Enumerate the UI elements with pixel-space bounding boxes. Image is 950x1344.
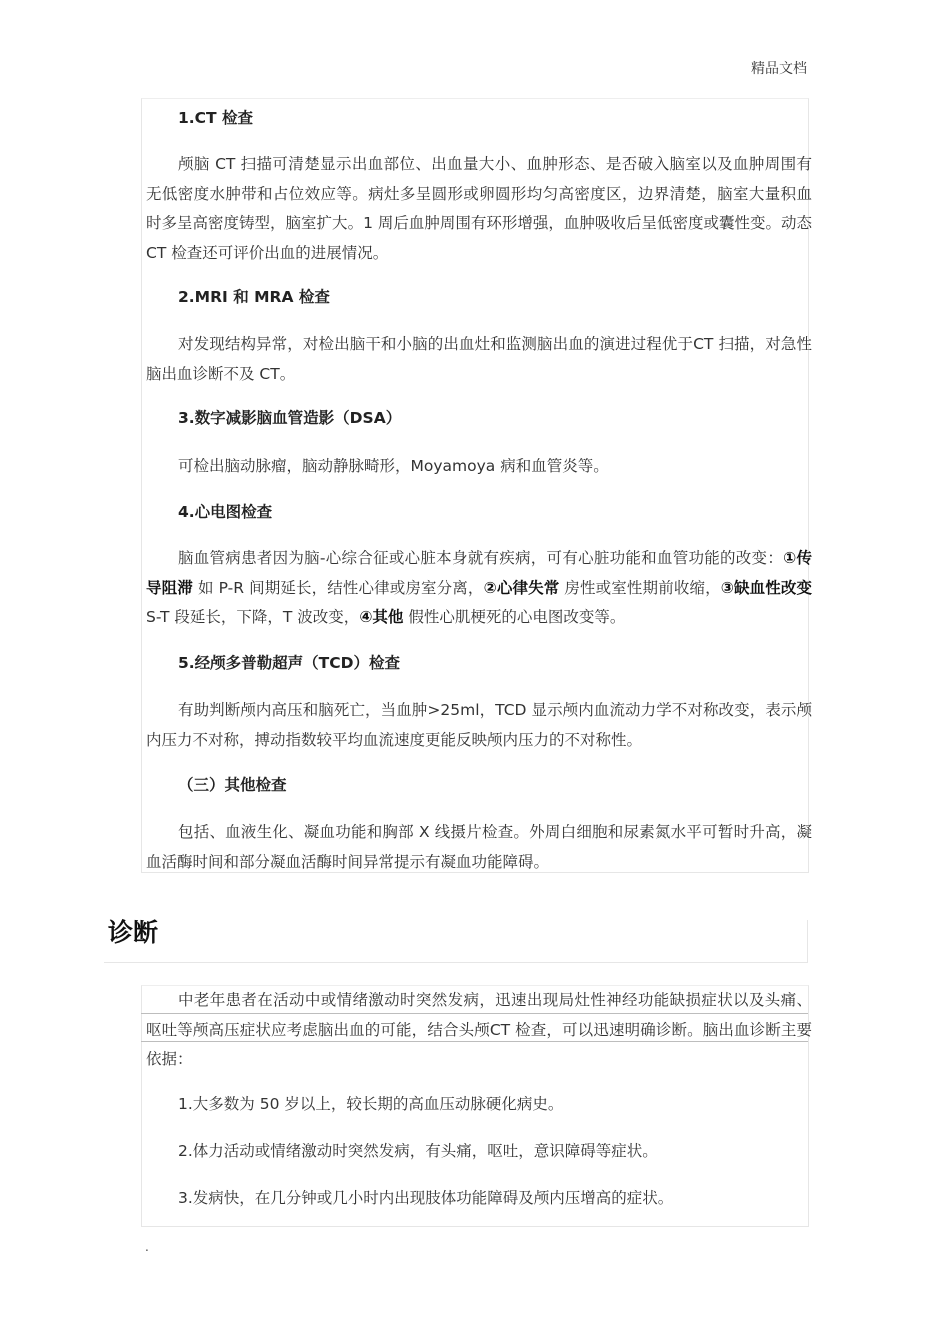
text-underline <box>141 1041 808 1042</box>
ecg-item-4-text: 假性心肌梗死的心电图改变等。 <box>403 608 626 626</box>
footer-dot: . <box>145 1240 149 1254</box>
ecg-item-1-label: ①传导阻滞 <box>146 549 812 597</box>
ecg-item-3-label: ③缺血性改变 <box>720 578 812 597</box>
ecg-item-3-text: S-T 段延长，下降，T 波改变， <box>146 608 360 626</box>
heading-dsa: 3.数字减影脑血管造影（DSA） <box>178 409 402 427</box>
diagnosis-item-3: 3.发病快，在几分钟或几小时内出现肢体功能障碍及颅内压增高的症状。 <box>178 1189 674 1207</box>
heading-tcd: 5.经颅多普勒超声（TCD）检查 <box>178 654 400 672</box>
heading-other-exams: （三）其他检查 <box>178 776 287 794</box>
diagnosis-item-1: 1.大多数为 50 岁以上，较长期的高血压动脉硬化病史。 <box>178 1095 564 1113</box>
ecg-item-2-text: 房性或室性期前收缩， <box>559 578 721 597</box>
section-divider-vertical <box>807 920 808 962</box>
paragraph-dsa: 可检出脑动脉瘤，脑动静脉畸形，Moyamoya 病和血管炎等。 <box>178 457 609 475</box>
section-divider <box>104 962 808 963</box>
ecg-item-1-text: 如 P-R 间期延长，结性心律或房室分离， <box>192 578 484 597</box>
paragraph-diagnosis-intro: 中老年患者在活动中或情绪激动时突然发病，迅速出现局灶性神经功能缺损症状以及头痛、呕吐等颅高压症状应考虑脑出血的可能，结合头颅CT 检查，可以迅速明确诊断。脑出血诊断主要依据： <box>146 991 812 1068</box>
paragraph-ecg <box>146 544 812 633</box>
ecg-item-4-label: ④其他 <box>359 608 404 626</box>
heading-mri: 2.MRI 和 MRA 检查 <box>178 288 330 306</box>
ecg-intro: 脑血管病患者因为脑-心综合征或心脏本身就有疾病，可有心脏功能和血管功能的改变： <box>178 549 784 567</box>
paragraph-ct: 颅脑 CT 扫描可清楚显示出血部位、出血量大小、血肿形态、是否破入脑室以及血肿周围有无低密度水肿带和占位效应等。病灶多呈圆形或卵圆形均匀高密度区，边界清楚，脑室大量积血时多呈高密度铸型，脑室扩大。1 周后血肿周围有环形增强，血肿吸收后呈低密度或囊性变。动态 CT 检查还可评价出血的进展情况。 <box>146 155 812 262</box>
exam-section-panel <box>141 98 812 873</box>
section-title-diagnosis: 诊断 <box>108 918 159 947</box>
diagnosis-panel <box>141 985 812 1227</box>
diagnosis-item-2: 2.体力活动或情绪激动时突然发病，有头痛，呕吐，意识障碍等症状。 <box>178 1142 658 1160</box>
ecg-item-2-label: ②心律失常 <box>483 578 560 597</box>
text-underline <box>141 1013 808 1014</box>
paragraph-other-exams: 包括、血液生化、凝血功能和胸部 X 线摄片检查。外周白细胞和尿素氮水平可暂时升高，凝血活酶时间和部分凝血活酶时间异常提示有凝血功能障碍。 <box>146 823 812 871</box>
heading-ecg: 4.心电图检查 <box>178 503 273 521</box>
heading-ct: 1.CT 检查 <box>178 109 254 127</box>
watermark: 精品文档 <box>751 61 807 77</box>
paragraph-mri: 对发现结构异常，对检出脑干和小脑的出血灶和监测脑出血的演进过程优于CT 扫描，对急性脑出血诊断不及 CT。 <box>146 335 812 383</box>
paragraph-tcd: 有助判断颅内高压和脑死亡，当血肿>25ml，TCD 显示颅内血流动力学不对称改变，表示颅内压力不对称，搏动指数较平均血流速度更能反映颅内压力的不对称性。 <box>146 701 812 749</box>
